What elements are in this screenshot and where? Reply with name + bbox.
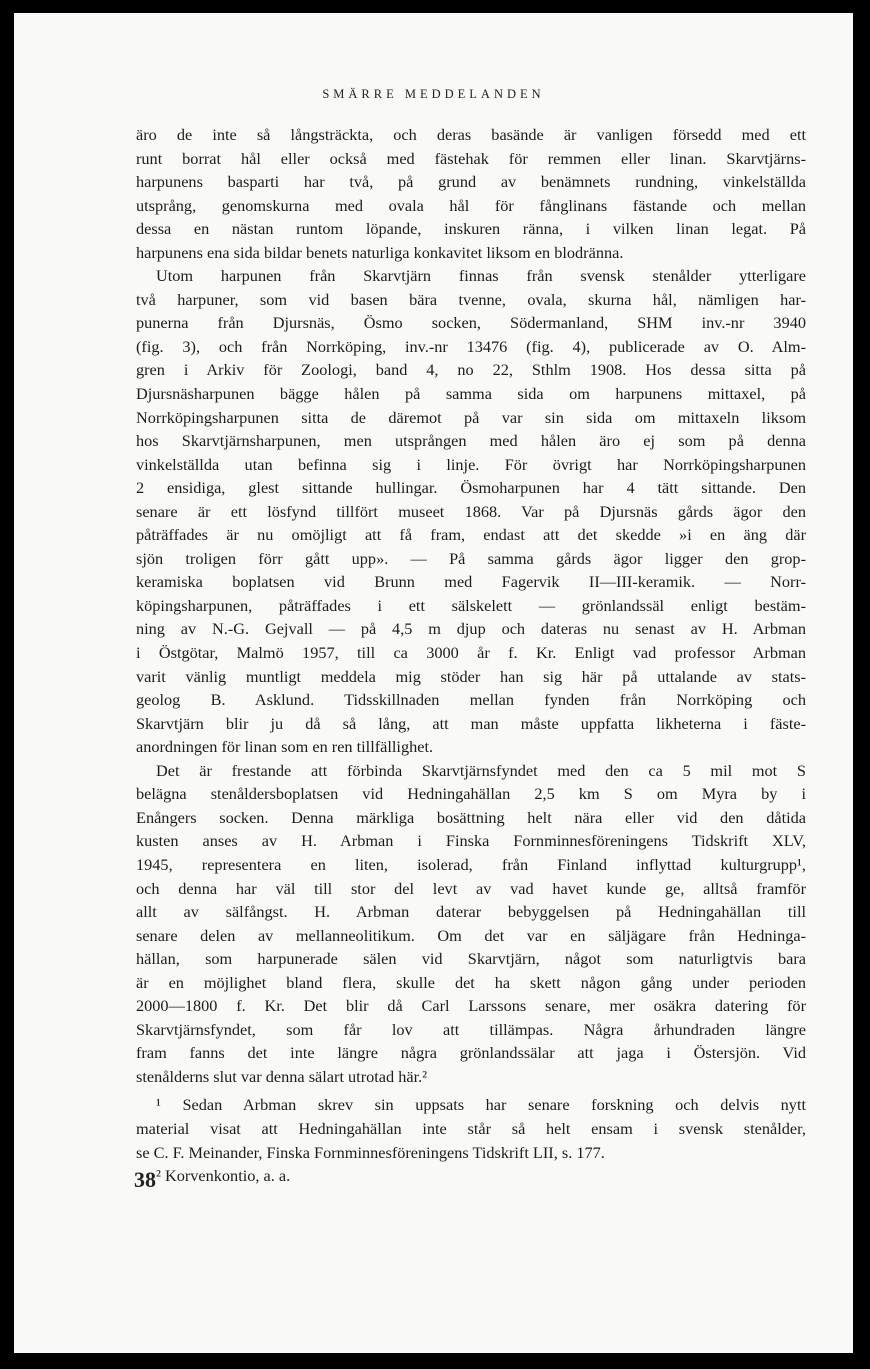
text-line: ¹ Sedan Arbman skrev sin uppsats har senare forskning och delvis nytt <box>156 1095 806 1115</box>
text-line: Norrköpingsharpunen sitta de däremot på var sin sida om mittaxeln liksom <box>136 407 806 427</box>
body-text <box>136 123 806 1188</box>
text-line: se C. F. Meinander, Finska Fornminnesföreningens Tidskrift LII, s. 177. <box>136 1142 605 1162</box>
text-line: senare delen av mellanneolitikum. Om det var en säljägare från Hedninga- <box>136 925 806 945</box>
text-line: ning av N.-G. Gejvall — på 4,5 m djup och dateras nu senast av H. Arbman <box>136 619 806 639</box>
paragraph <box>136 759 806 1089</box>
page-number: 38 <box>134 1167 156 1192</box>
footnote <box>136 1093 806 1164</box>
text-line: (fig. 3), och från Norrköping, inv.-nr 13476 (fig. 4), publicerade av O. Alm- <box>136 336 806 356</box>
text-line: sjön troligen förr gått upp». — På samma gårds ägor ligger den grop- <box>136 548 806 568</box>
footnote <box>136 1164 806 1188</box>
text-line: runt borrat hål eller också med fästehak för remmen eller linan. Skarvtjärns- <box>136 148 806 168</box>
text-line: harpunens basparti har två, på grund av benämnets rundning, vinkelställda <box>136 172 806 192</box>
text-line: Utom harpunen från Skarvtjärn finnas från svensk stenålder ytterligare <box>156 266 806 286</box>
text-line: senare är ett lösfynd tillfört museet 1868. Var på Djursnäs gårds ägor den <box>136 501 806 521</box>
text-line: varit vänlig muntligt meddela mig stöder han sig här på uttalande av stats- <box>136 666 806 686</box>
text-line: gren i Arkiv för Zoologi, band 4, no 22, Sthlm 1908. Hos dessa sitta på <box>136 360 806 380</box>
text-line: allt av sälfångst. H. Arbman daterar bebyggelsen på Hedningahällan till <box>136 902 806 922</box>
text-line: äro de inte så långsträckta, och deras basände är vanligen försedd med ett <box>136 125 806 144</box>
running-header: SMÄRRE MEDDELANDEN <box>322 87 545 101</box>
text-line: hällan, som harpunerade sälen vid Skarvtjärn, något som naturligtvis bara <box>136 949 806 969</box>
text-line: vinkelställda utan befinna sig i linje. För övrigt har Norrköpingsharpunen <box>136 454 806 474</box>
text-line: geolog B. Asklund. Tidsskillnaden mellan fynden från Norrköping och <box>136 690 806 710</box>
text-line: 2 ensidiga, glest sittande hullingar. Ösmoharpunen har 4 tätt sittande. Den <box>136 478 806 498</box>
text-line: Djursnäsharpunen bägge hålen på samma sida om harpunens mittaxel, på <box>136 384 806 404</box>
text-line: ² Korvenkontio, a. a. <box>156 1166 291 1186</box>
text-line: fram fanns det inte längre några grönlandssälar att jaga i Östersjön. Vid <box>136 1043 806 1063</box>
paragraph <box>136 264 806 758</box>
text-line: kusten anses av H. Arbman i Finska Fornminnesföreningens Tidskrift XLV, <box>136 831 806 851</box>
text-line: 2000—1800 f. Kr. Det blir då Carl Larssons senare, mer osäkra datering för <box>136 996 806 1016</box>
text-line: utsprång, genomskurna med ovala hål för fånglinans fästande och mellan <box>136 195 806 215</box>
text-line: påträffades är nu omöjligt att få fram, endast att det skedde »i en äng där <box>136 525 806 545</box>
text-line: hos Skarvtjärnsharpunen, men utsprången med hålen äro ej som på denna <box>136 431 806 451</box>
text-line: Skarvtjärn blir ju då så lång, att man måste uppfatta likheterna i fäste- <box>136 713 806 733</box>
text-line: två harpuner, som vid basen bära tvenne, ovala, skurna hål, nämligen har- <box>136 289 806 309</box>
text-line: punerna från Djursnäs, Ösmo socken, Södermanland, SHM inv.-nr 3940 <box>136 313 806 333</box>
text-line: material visat att Hedningahällan inte står så helt ensam i svensk stenålder, <box>136 1118 806 1138</box>
book-page <box>14 13 853 1353</box>
text-line: Det är frestande att förbinda Skarvtjärnsfyndet med den ca 5 mil mot S <box>156 760 806 780</box>
paragraph <box>136 123 806 264</box>
text-line: keramiska boplatsen vid Brunn med Fagervik II—III-keramik. — Norr- <box>136 572 806 592</box>
text-line: anordningen för linan som en ren tillfällighet. <box>136 737 434 757</box>
text-line: dessa en nästan runtom löpande, inskuren ränna, i vilken linan legat. På <box>136 219 806 239</box>
text-line: Enångers socken. Denna märkliga bosättning helt nära eller vid den dåtida <box>136 807 806 827</box>
text-line: i Östgötar, Malmö 1957, till ca 3000 år f. Kr. Enligt vad professor Arbman <box>136 643 806 663</box>
text-line: är en möjlighet bland flera, skulle det ha skett någon gång under perioden <box>136 972 806 992</box>
footnotes <box>136 1093 806 1187</box>
text-line: belägna stenåldersboplatsen vid Hedningahällan 2,5 km S om Myra by i <box>136 784 806 804</box>
text-line: harpunens ena sida bildar benets naturliga konkavitet liksom en blodränna. <box>136 242 624 262</box>
text-line: och denna har väl till stor del levt av vad havet kunde ge, alltså framför <box>136 878 806 898</box>
text-line: Skarvtjärnsfyndet, som får lov att tillämpas. Några århundraden längre <box>136 1019 806 1039</box>
text-line: köpingsharpunen, påträffades i ett sälskelett — grönlandssäl enligt bestäm- <box>136 595 806 615</box>
text-line: stenålderns slut var denna sälart utrotad här.² <box>136 1066 428 1086</box>
text-line: 1945, representera en liten, isolerad, från Finland inflyttad kulturgrupp¹, <box>136 854 806 874</box>
